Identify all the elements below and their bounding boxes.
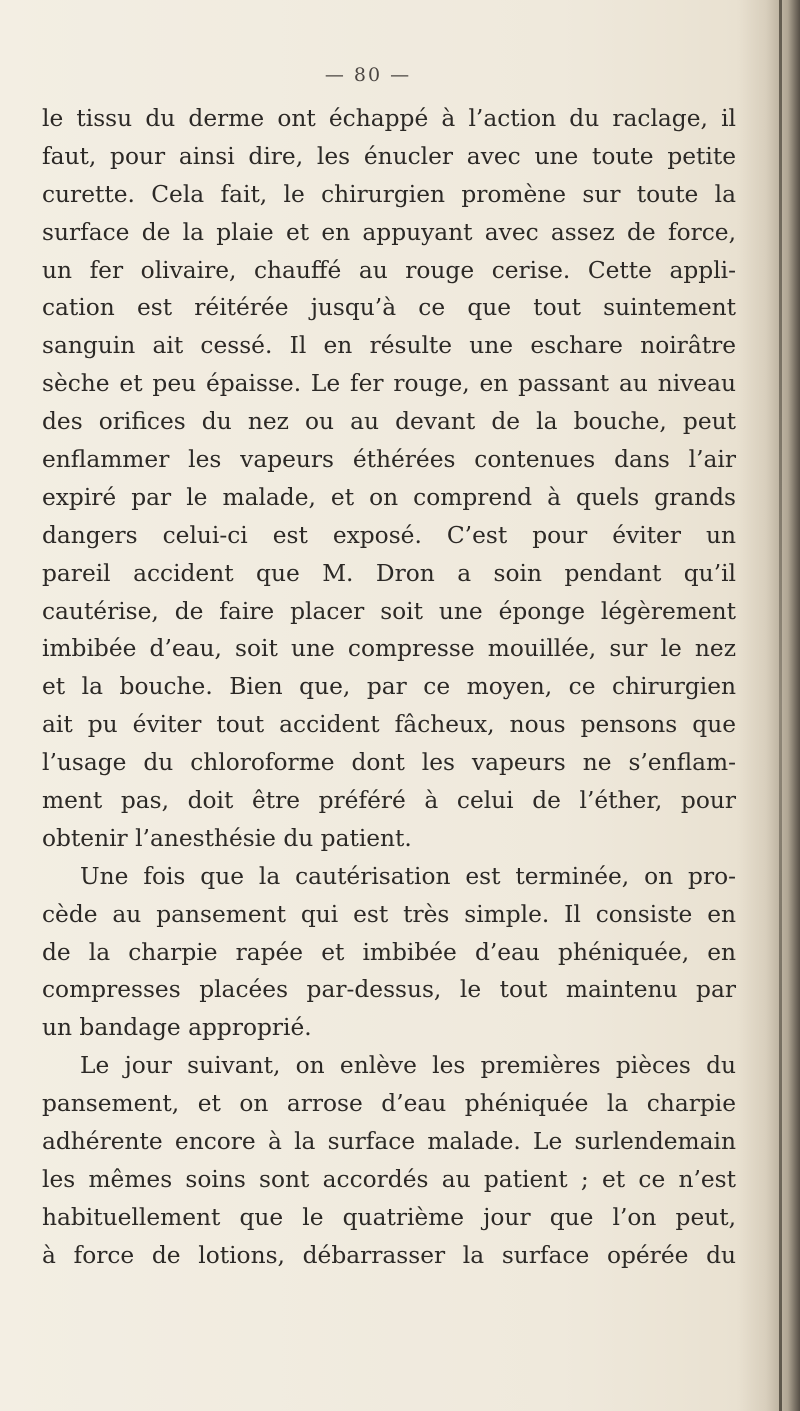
text-line: un bandage approprié. [42,1014,312,1042]
text-line: le tissu du derme ont échappé à l’action du raclage, il [42,105,736,132]
text-line: Le jour suivant, on enlève les premières pièces du [80,1052,736,1080]
text-line: habituellement que le quatrième jour que l’on peut, [42,1203,736,1231]
text-line: Une fois que la cautérisation est terminée, on pro- [80,862,736,890]
page-binding-shadow [738,0,800,1411]
text-line: ait pu éviter tout accident fâcheux, nous pensons que [42,711,736,739]
text-line: l’usage du chloroforme dont les vapeurs ne s’enflam- [42,749,736,777]
text-line: sèche et peu épaisse. Le fer rouge, en passant au niveau [42,370,736,398]
page-number: — 80 — [324,64,412,86]
text-line: des orifices du nez ou au devant de la bouche, peut [42,408,736,436]
text-line: dangers celui-ci est exposé. C’est pour éviter un [42,521,736,549]
text-line: de la charpie rapée et imbibée d’eau phéniquée, en [42,938,736,966]
text-line: curette. Cela fait, le chirurgien promène sur toute la [42,180,736,208]
body-text [42,100,736,1275]
text-line: expiré par le malade, et on comprend à quels grands [42,483,736,511]
text-line: imbibée d’eau, soit une compresse mouillée, sur le nez [42,635,736,663]
text-line: adhérente encore à la surface malade. Le surlendemain [42,1128,736,1156]
text-line: obtenir l’anesthésie du patient. [42,824,412,852]
text-line: compresses placées par-dessus, le tout maintenu par [42,976,736,1004]
text-line: à force de lotions, débarrasser la surface opérée du [42,1241,736,1269]
page-binding-edge [779,0,782,1411]
text-line: faut, pour ainsi dire, les énucler avec une toute petite [42,142,736,170]
text-line: pareil accident que M. Dron a soin pendant qu’il [42,559,736,587]
text-line: et la bouche. Bien que, par ce moyen, ce chirurgien [42,673,736,701]
text-line: surface de la plaie et en appuyant avec assez de force, [42,218,736,246]
text-line: les mêmes soins sont accordés au patient ; et ce n’est [42,1165,736,1193]
text-line: pansement, et on arrose d’eau phéniquée la charpie [42,1090,736,1118]
text-line: sanguin ait cessé. Il en résulte une eschare noirâtre [42,332,736,360]
text-line: cation est réitérée jusqu’à ce que tout suintement [42,294,736,322]
text-line: cède au pansement qui est très simple. Il consiste en [42,900,736,928]
text-line: un fer olivaire, chauffé au rouge cerise. Cette appli- [42,256,736,284]
text-line: ment pas, doit être préféré à celui de l’éther, pour [42,787,736,815]
text-line: enflammer les vapeurs éthérées contenues dans l’air [42,446,736,474]
text-line: cautérise, de faire placer soit une éponge légèrement [42,597,736,625]
